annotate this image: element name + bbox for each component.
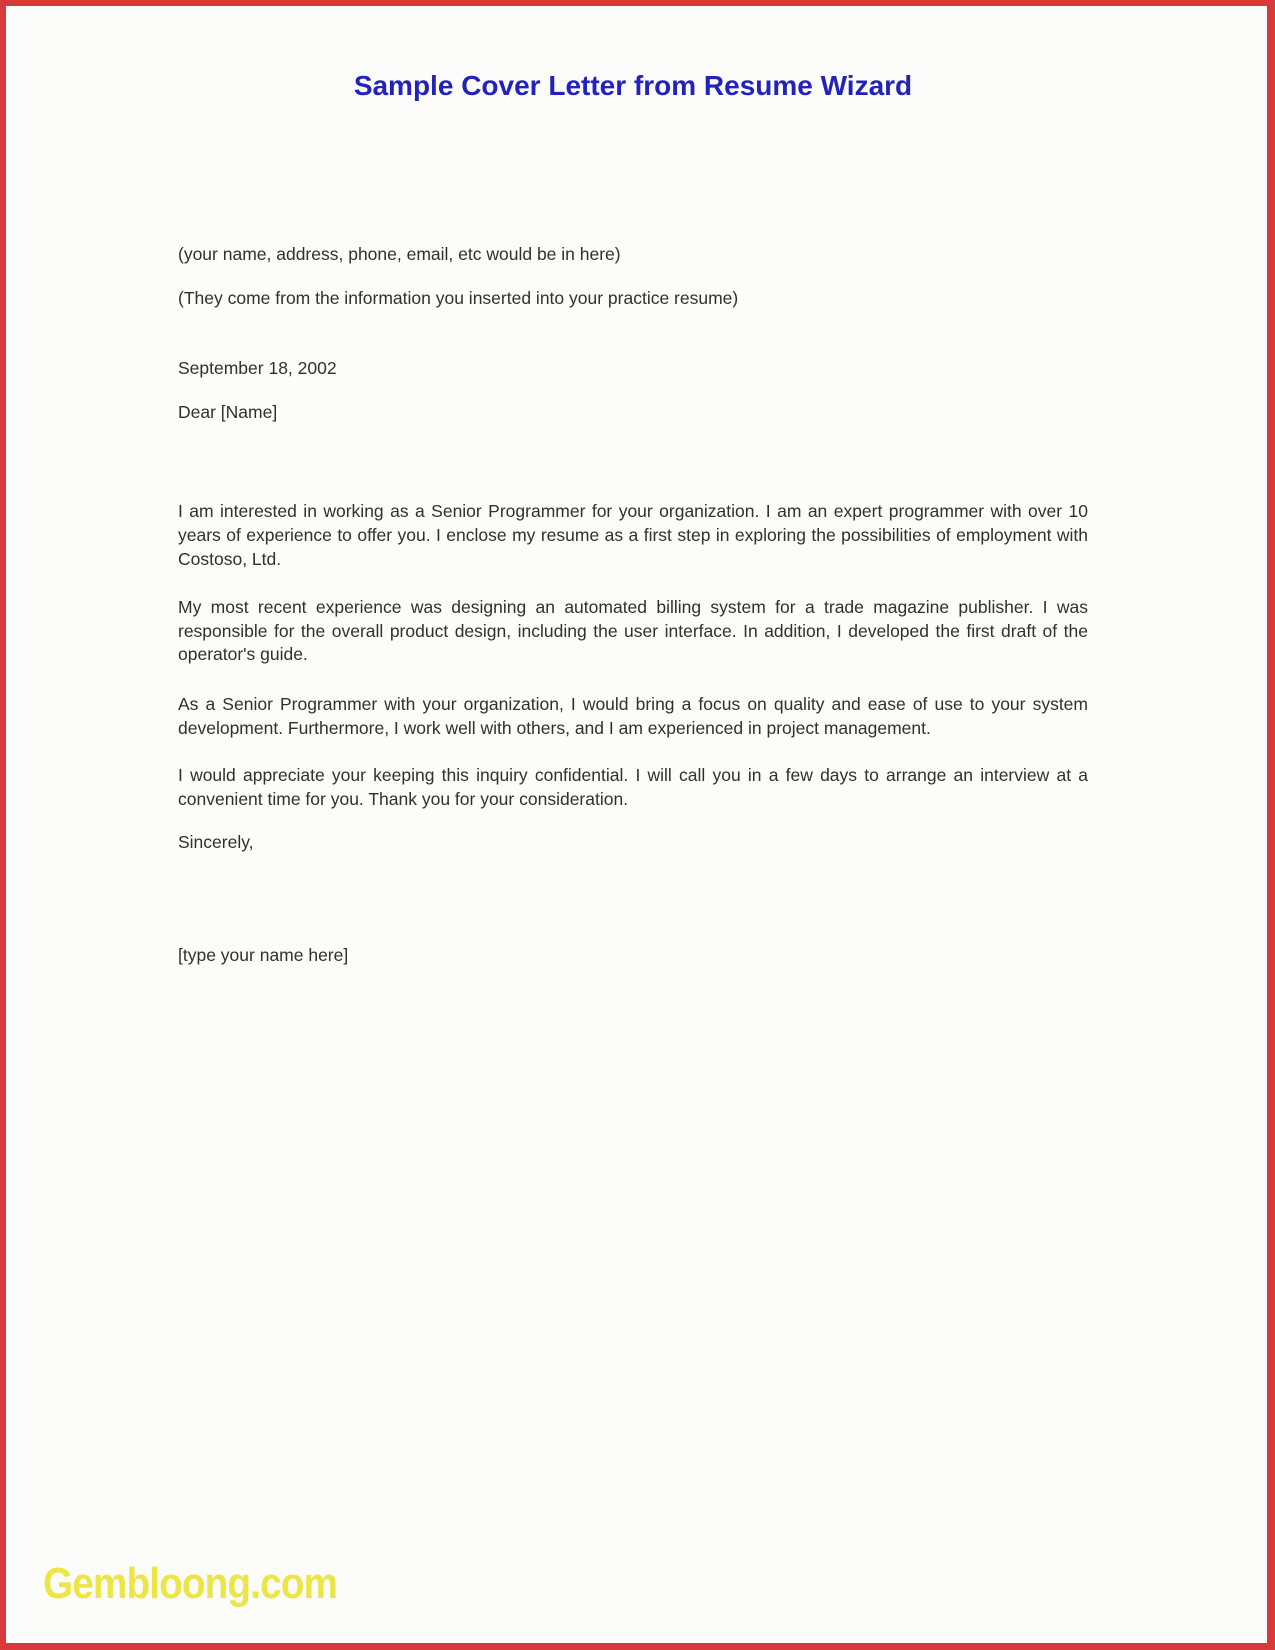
body-paragraph-4: I would appreciate your keeping this inquiry confidential. I will call you in a few days to arrange an interview at a convenient time for you. Thank you for your consideration. [178,765,1088,809]
letter-content [178,6,1088,968]
body-paragraph-1: I am interested in working as a Senior Programmer for your organization. I am an expert programmer with over 10 years of experience to offer you. I enclose my resume as a first step in exploring the possibilities of employment with Costoso, Ltd. [178,501,1088,569]
placeholder-note-source: (They come from the information you inserted into your practice resume) [178,287,739,308]
placeholder-note-contact-info: (your name, address, phone, email, etc would be in here) [178,244,621,264]
document-title: Sample Cover Letter from Resume Wizard [353,70,913,101]
letter-salutation: Dear [Name] [178,401,278,422]
body-paragraph-2: My most recent experience was designing an automated billing system for a trade magazine publisher. I was responsible for the overall product design, including the user interface. In addition, I developed the first draft of the operator's guide. [178,597,1088,665]
letter-closing: Sincerely, [178,832,254,853]
body-paragraph-3: As a Senior Programmer with your organization, I would bring a focus on quality and ease of use to your system development. Furthermore, I work well with others, and I am experienced in project management. [178,693,1088,738]
watermark: Gembloong.com [43,1559,338,1608]
signature-placeholder: [type your name here] [178,944,349,965]
letter-date: September 18, 2002 [178,358,337,379]
